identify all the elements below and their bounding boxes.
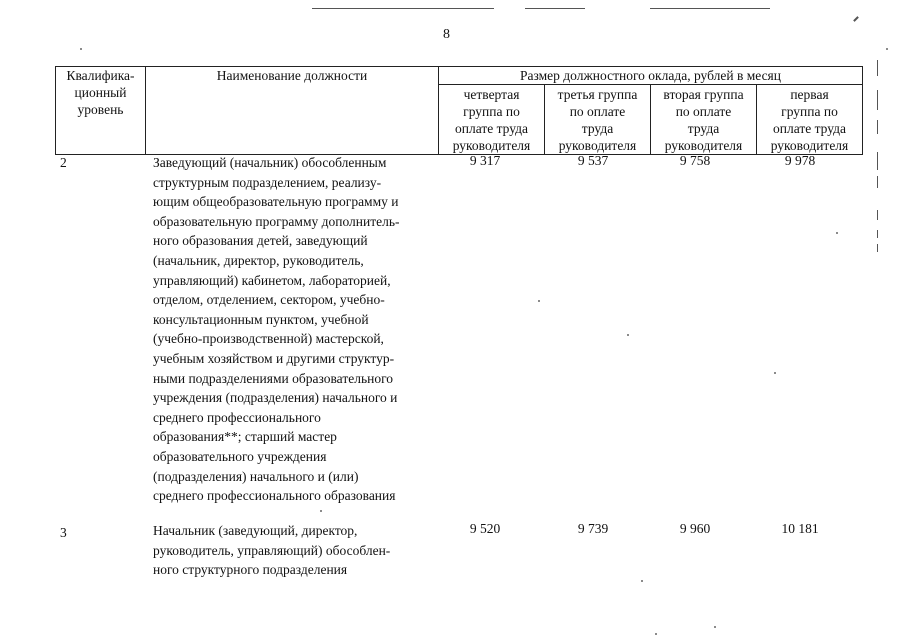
header-group-3: третья группа по оплате труда руководителя	[545, 85, 651, 155]
scan-speck	[714, 626, 716, 628]
header-group-4: четвертая группа по оплате труда руководителя	[439, 85, 545, 155]
scan-speck	[641, 580, 643, 582]
salary-table-header	[55, 66, 863, 155]
page-number: 8	[443, 27, 450, 42]
scan-edge-mark	[877, 244, 878, 252]
row-value-group-1: 10 181	[781, 521, 819, 536]
scan-edge-line	[525, 8, 585, 9]
scan-edge-mark	[877, 176, 878, 188]
row-value-group-3: 9 739	[577, 521, 609, 536]
row-position: Начальник (заведующий, директор, руководитель, управляющий) обособлен- ного структурного подразделения	[153, 523, 391, 578]
row-value-group-1: 9 978	[784, 153, 816, 168]
scan-speck	[774, 372, 776, 374]
header-group-2: вторая группа по оплате труда руководителя	[651, 85, 757, 155]
scan-edge-mark	[877, 60, 878, 76]
row-value-group-3: 9 537	[577, 153, 609, 168]
scan-edge-mark	[877, 152, 878, 170]
scan-edge-mark	[877, 120, 878, 134]
scan-speck	[886, 48, 888, 50]
scan-edge-line	[312, 8, 494, 9]
row-value-group-4: 9 520	[469, 521, 501, 536]
scan-speck	[836, 232, 838, 234]
row-position: Заведующий (начальник) обособленным структурным подразделением, реализу- ющим общеобразовательную программу и образовательную программу дополнитель- ного образования детей, заведующий (начальник, директор, руководитель, управляющий) кабинетом, лабораторией, отделом, отделением, сектором, учебно- консультационным пунктом, учебной (учебно-производственной) мастерской, учебным хозяйством и другими структур- ными подразделениями образовательного учреждения (подразделения) начального и среднего профессионального образования**; старший мастер образовательного учреждения (подразделения) начального и (или) среднего профессионального образования	[153, 155, 400, 504]
scan-edge-mark	[877, 210, 878, 220]
header-group-1: первая группа по оплате труда руководителя	[757, 85, 863, 155]
scan-edge-line	[650, 8, 770, 9]
scan-edge-mark	[877, 230, 878, 238]
scan-edge-mark	[853, 16, 859, 22]
row-level: 3	[60, 525, 67, 540]
header-position: Наименование должности	[146, 67, 439, 155]
scan-speck	[627, 334, 629, 336]
header-level: Квалифика- ционный уровень	[56, 67, 146, 155]
scan-edge-mark	[877, 90, 878, 110]
scan-speck	[320, 510, 322, 512]
scan-speck	[538, 300, 540, 302]
scan-speck	[80, 48, 82, 50]
row-value-group-2: 9 960	[679, 521, 711, 536]
scan-speck	[655, 633, 657, 635]
row-value-group-4: 9 317	[469, 153, 501, 168]
row-level: 2	[60, 155, 67, 170]
header-salary: Размер должностного оклада, рублей в месяц	[439, 67, 863, 85]
row-value-group-2: 9 758	[679, 153, 711, 168]
